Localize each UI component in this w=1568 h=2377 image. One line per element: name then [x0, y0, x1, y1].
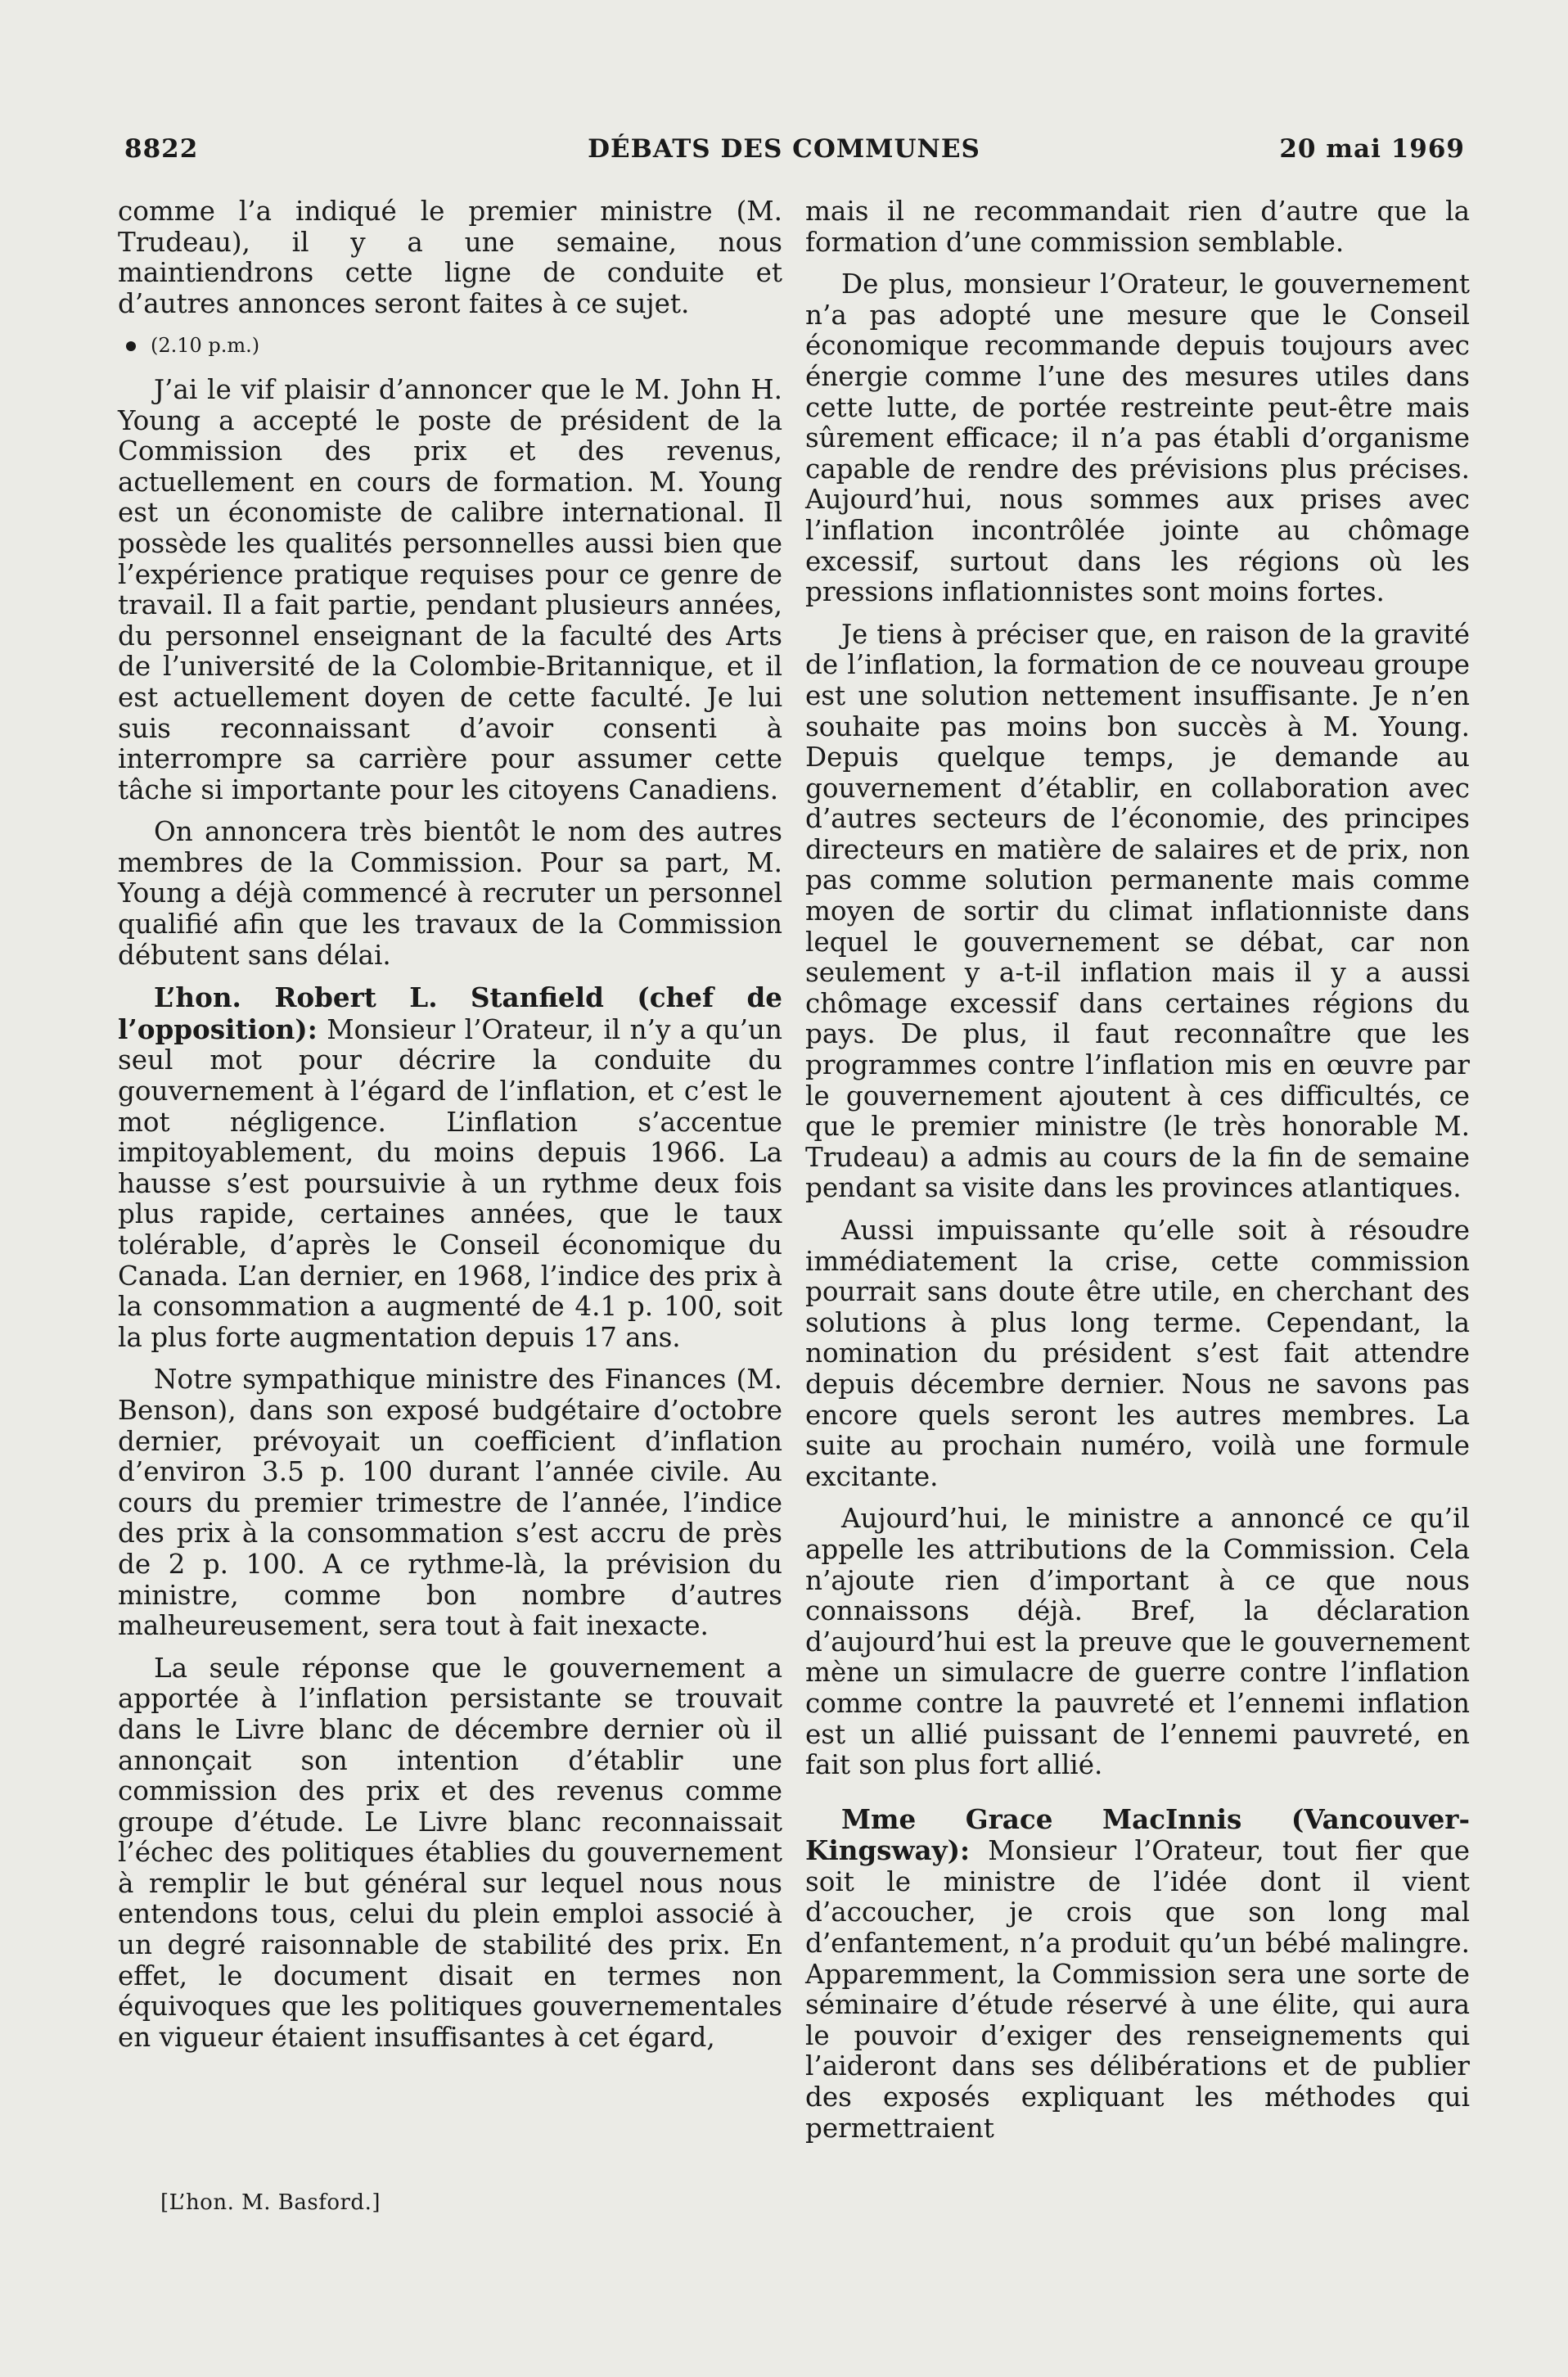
speaker-name: L’hon. Robert L. Stanfield (chef de l’opposition):: [118, 981, 782, 1045]
running-title: DÉBATS DES COMMUNES: [588, 134, 980, 164]
paragraph: comme l’a indiqué le premier ministre (M. Trudeau), il y a une semaine, nous maintiendrons cette ligne de conduite et d’autres annonces seront faites à ce sujet.: [118, 196, 782, 319]
paragraph: Je tiens à préciser que, en raison de la gravité de l’inflation, la formation de ce nouveau groupe est une solution nettement insuffisante. Je n’en souhaite pas moins bon succès à M. Young. Depuis quelque temps, je demande au gouvernement d’établir, en collaboration avec d’autres secteurs de l’économie, des principes directeurs en matière de salaires et de prix, non pas comme solution permanente mais comme moyen de sortir du climat inflationniste dans lequel le gouvernement se débat, car non seulement y a-t-il inflation mais il y a aussi chômage excessif dans certaines régions du pays. De plus, il faut reconnaître que les programmes contre l’inflation mis en œuvre par le gouvernement ajoutent à ces difficultés, ce que le premier ministre (le très honorable M. Trudeau) a admis au cours de la fin de semaine pendant sa visite dans les provinces atlantiques.: [805, 618, 1470, 1204]
speaker-name: Mme Grace MacInnis (Vancouver-Kingsway):: [805, 1802, 1470, 1867]
bullet-icon: [126, 341, 136, 351]
paragraph: On annoncera très bientôt le nom des autres membres de la Commission. Pour sa part, M. Young a déjà commencé à recruter un personnel qualifié afin que les travaux de la Commission débutent sans délai.: [118, 816, 782, 971]
speaker-paragraph: [118, 982, 782, 1353]
page-number: 8822: [124, 134, 199, 164]
paragraph: La seule réponse que le gouvernement a apportée à l’inflation persistante se trouvait dans le Livre blanc de décembre dernier où il annonçait son intention d’établir une commission des prix et des revenus comme groupe d’étude. Le Livre blanc reconnaissait l’échec des politiques établies du gouvernement à remplir le but général sur lequel nous nous entendons tous, celui du plein emploi associé à un degré raisonnable de stabilité des prix. En effet, le document disait en termes non équivoques que les politiques gouvernementales en vigueur étaient insuffisantes à cet égard,: [118, 1652, 782, 2053]
speech-text: Monsieur l’Orateur, tout fier que soit le ministre de l’idée dont il vient d’accoucher, je crois que son long mal d’enfantement, n’a produit qu’un bébé malingre. Apparemment, la Commission sera une sorte de séminaire d’étude réservé à une élite, qui aura le pouvoir d’exiger des renseignements qui l’aideront dans ses délibérations et de publier des exposés expliquant les méthodes qui permettraient: [805, 1835, 1470, 2144]
paragraph: Aussi impuissante qu’elle soit à résoudre immédiatement la crise, cette commission pourrait sans doute être utile, en cherchant des solutions à plus long terme. Cependant, la nomination du président s’est fait attendre depuis décembre dernier. Nous ne savons pas encore quels seront les autres membres. La suite au prochain numéro, voilà une formule excitante.: [805, 1215, 1470, 1492]
paragraph: De plus, monsieur l’Orateur, le gouvernement n’a pas adopté une mesure que le Conseil économique recommande depuis toujours avec énergie comme l’une des mesures utiles dans cette lutte, de portée restreinte peut-être mais sûrement efficace; il n’a pas établi d’organisme capable de rendre des prévisions plus précises. Aujourd’hui, nous sommes aux prises avec l’inflation incontrôlée jointe au chômage excessif, surtout dans les régions où les pressions inflationnistes sont moins fortes.: [805, 268, 1470, 608]
time-marker: [126, 331, 782, 362]
speaker-attribution: [L’hon. M. Basford.]: [160, 2190, 381, 2215]
right-column: [805, 196, 1470, 2155]
time-marker-text: (2.10 p.m.): [151, 334, 260, 358]
speaker-paragraph: [805, 1804, 1470, 2145]
page-date: 20 mai 1969: [1279, 134, 1465, 164]
left-column: [118, 196, 782, 2064]
paragraph: mais il ne recommandait rien d’autre que la formation d’une commission semblable.: [805, 196, 1470, 258]
speech-text: Monsieur l’Orateur, il n’y a qu’un seul mot pour décrire la conduite du gouvernement à l’égard de l’inflation, et c’est le mot négligence. L’inflation s’accentue impitoyablement, du moins depuis 1966. La hausse s’est poursuivie à un rythme deux fois plus rapide, certaines années, que le taux tolérable, d’après le Conseil économique du Canada. L’an dernier, en 1968, l’indice des prix à la consommation a augmenté de 4.1 p. 100, soit la plus forte augmentation depuis 17 ans.: [118, 1013, 782, 1353]
paragraph: J’ai le vif plaisir d’annoncer que le M. John H. Young a accepté le poste de président de la Commission des prix et des revenus, actuellement en cours de formation. M. Young est un économiste de calibre international. Il possède les qualités personnelles aussi bien que l’expérience pratique requises pour ce genre de travail. Il a fait partie, pendant plusieurs années, du personnel enseignant de la faculté des Arts de l’université de la Colombie-Britannique, et il est actuellement doyen de cette faculté. Je lui suis reconnaissant d’avoir consenti à interrompre sa carrière pour assumer cette tâche si importante pour les citoyens Canadiens.: [118, 373, 782, 805]
paragraph: Notre sympathique ministre des Finances (M. Benson), dans son exposé budgétaire d’octobre dernier, prévoyait un coefficient d’inflation d’environ 3.5 p. 100 durant l’année civile. Au cours du premier trimestre de l’année, l’indice des prix à la consommation s’est accru de près de 2 p. 100. A ce rythme-là, la prévision du ministre, comme bon nombre d’autres malheureusement, sera tout à fait inexacte.: [118, 1364, 782, 1642]
paragraph: Aujourd’hui, le ministre a annoncé ce qu’il appelle les attributions de la Commission. Cela n’ajoute rien d’important à ce que nous connaissons déjà. Bref, la déclaration d’aujourd’hui est la preuve que le gouvernement mène un simulacre de guerre contre l’inflation comme contre la pauvreté et l’ennemi inflation est un allié puissant de l’ennemi pauvreté, en fait son plus fort allié.: [805, 1503, 1470, 1781]
